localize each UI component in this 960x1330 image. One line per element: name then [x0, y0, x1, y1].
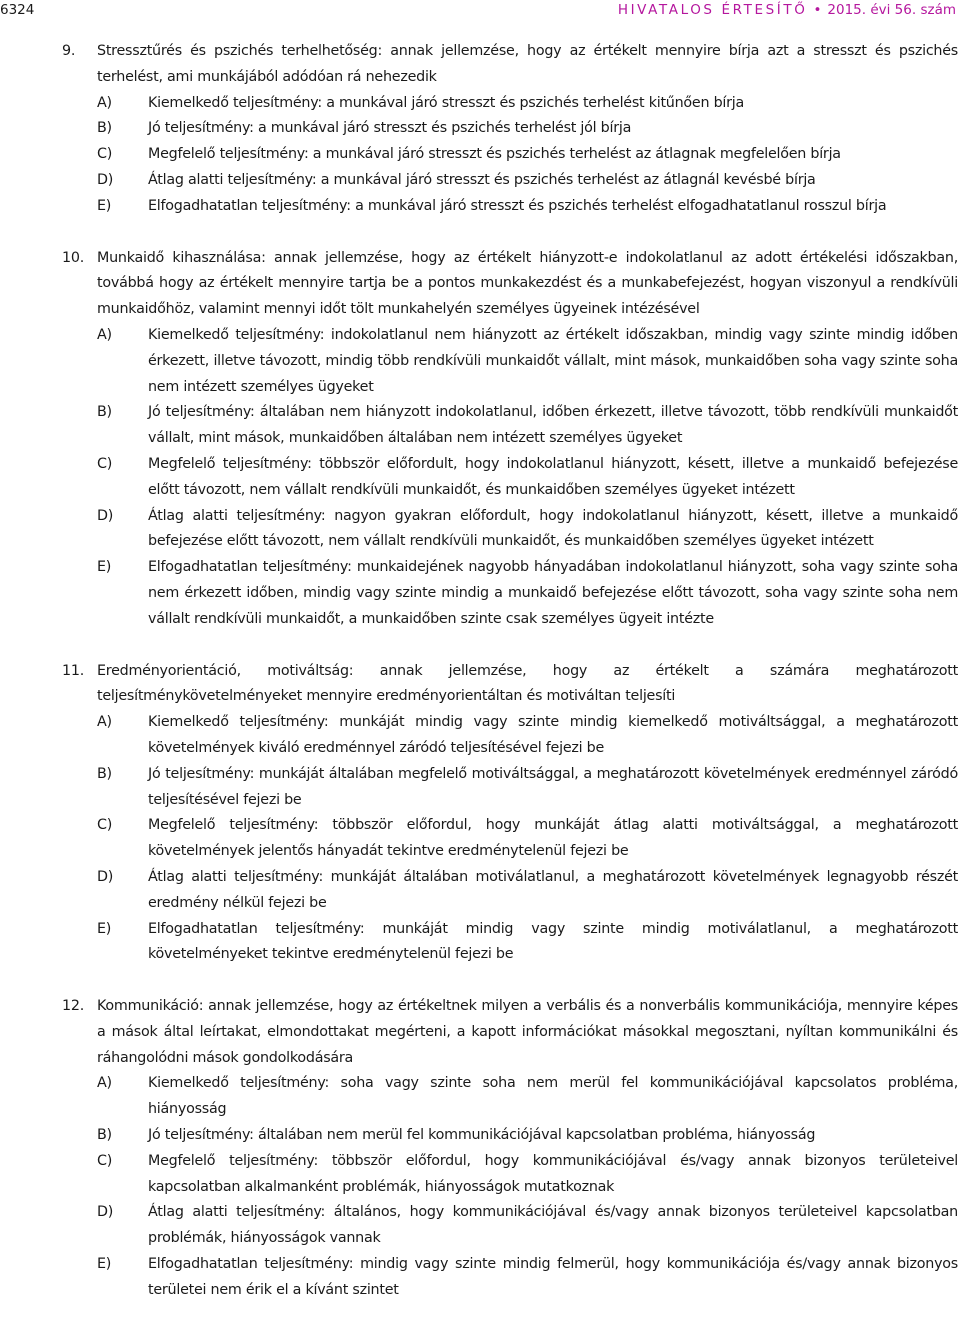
option-letter: B)	[97, 765, 112, 782]
journal-title: HIVATALOS ÉRTESÍTŐ	[617, 2, 808, 18]
option-letter: C)	[97, 1152, 113, 1169]
option-text: Jó teljesítmény: általában nem merül fel kommunikációjával kapcsolatban probléma, hiányosság	[148, 1127, 816, 1144]
option-letter: A)	[97, 714, 112, 731]
option-text: Megfelelő teljesítmény: a munkával járó stresszt és pszichés terhelést az átlagnak megfelelően bírja	[148, 146, 841, 163]
running-head	[618, 2, 956, 18]
option-c	[0, 1149, 958, 1201]
issue-info: 2015. évi 56. szám	[827, 2, 956, 18]
option-a	[0, 1071, 958, 1123]
option-text: Kiemelkedő teljesítmény: a munkával járó stresszt és pszichés terhelést kitűnően bírja	[148, 94, 744, 111]
option-text: Átlag alatti teljesítmény: általános, hogy kommunikációjával és/vagy annak bizonyos területeivel kapcsolatban problémák, hiányosságok vannak	[148, 1204, 958, 1247]
option-text: Kiemelkedő teljesítmény: munkáját mindig vagy szinte mindig kiemelkedő motiváltsággal, a meghatározott követelmények kiváló eredménnyel záródó teljesítésével fejezi be	[148, 714, 958, 756]
option-b	[0, 116, 958, 142]
page-number: 6324	[0, 2, 35, 18]
option-letter: B)	[97, 120, 112, 137]
option-letter: D)	[97, 868, 114, 885]
option-c	[0, 813, 958, 865]
option-e	[0, 194, 958, 220]
option-letter: B)	[97, 1127, 112, 1144]
section-intro	[0, 39, 958, 91]
section-number: 12.	[62, 998, 84, 1015]
option-text: Átlag alatti teljesítmény: munkáját általában motiválatlanul, a meghatározott követelmények legnagyobb részét eredmény nélkül fejezi be	[148, 868, 958, 911]
section-9	[0, 39, 958, 220]
section-number: 9.	[62, 43, 76, 59]
option-text: Átlag alatti teljesítmény: nagyon gyakran előfordult, hogy indokolatlanul hiányzott, késett, illetve a munkaidő befejezése előtt távozott, nem vállalt rendkívüli munkaidőt, és munkaidőben személyes ügyeket intézett	[148, 507, 958, 550]
option-letter: E)	[97, 559, 112, 576]
section-intro	[0, 246, 958, 323]
section-intro-text: Stressztűrés és pszichés terhelhetőség: annak jellemzése, hogy az értékelt mennyire bírja azt a stresszt és pszichés terhelést, ami munkájából adódóan rá nehezedik	[97, 43, 958, 85]
option-a	[0, 91, 958, 117]
option-e	[0, 917, 958, 969]
option-text: Elfogadhatatlan teljesítmény: munkáját mindig vagy szinte mindig motiválatlanul, a meghatározott követelményeket tekintve eredménytelenül fejezi be	[148, 920, 958, 963]
header-separator: •	[813, 2, 822, 18]
section-intro-text: Kommunikáció: annak jellemzése, hogy az értékeltnek milyen a verbális és a nonverbális kommunikációja, mennyire képes a mások által leírtakat, elmondottakat megérteni, a kapott információkat másokkal megosztani, nyíltan kommunikálni és ráhangolódni mások gondolkodására	[97, 998, 958, 1066]
option-text: Kiemelkedő teljesítmény: soha vagy szinte soha nem merül fel kommunikációjával kapcsolatos probléma, hiányosság	[148, 1075, 958, 1118]
option-letter: E)	[97, 920, 112, 937]
option-text: Elfogadhatatlan teljesítmény: munkaidejének nagyobb hányadában indokolatlanul hiányzott, soha vagy szinte soha nem érkezett időben, mindig vagy szinte mindig a munkaidő befejezése előtt távozott, soha vagy szinte soha nem vállalt rendkívüli munkaidőt, a munkaidőben szinte csak személyes ügyeit intézte	[148, 559, 958, 627]
option-a	[0, 323, 958, 400]
section-number: 11.	[62, 662, 84, 679]
option-letter: E)	[97, 1256, 112, 1273]
option-letter: B)	[97, 404, 112, 421]
option-letter: C)	[97, 146, 113, 163]
option-e	[0, 1252, 958, 1304]
option-c	[0, 142, 958, 168]
option-b	[0, 762, 958, 814]
option-text: Elfogadhatatlan teljesítmény: a munkával járó stresszt és pszichés terhelést elfogadhatatlanul rosszul bírja	[148, 197, 887, 214]
option-text: Jó teljesítmény: munkáját általában megfelelő motiváltsággal, a meghatározott követelmények eredménnyel záródó teljesítésével fejezi be	[148, 765, 958, 808]
option-d	[0, 504, 958, 556]
option-text: Elfogadhatatlan teljesítmény: mindig vagy szinte mindig felmerül, hogy kommunikációja és/vagy annak bizonyos területei nem érik el a kívánt szintet	[148, 1256, 958, 1298]
option-text: Megfelelő teljesítmény: többször előfordult, hogy indokolatlanul hiányzott, késett, illetve a munkaidő befejezése előtt távozott, nem vállalt rendkívüli munkaidőt, és munkaidőben személyes ügyeket intézett	[148, 455, 958, 498]
option-letter: D)	[97, 171, 114, 188]
section-number: 10.	[62, 249, 84, 266]
option-letter: A)	[97, 326, 112, 343]
option-a	[0, 710, 958, 762]
option-b	[0, 400, 958, 452]
option-d	[0, 865, 958, 917]
option-text: Jó teljesítmény: általában nem hiányzott indokolatlanul, időben érkezett, illetve távozott, több rendkívüli munkaidőt vállalt, mint mások, munkaidőben általában nem intézett személyes ügyeket	[148, 404, 958, 447]
option-d	[0, 1200, 958, 1252]
option-letter: E)	[97, 197, 112, 214]
option-text: Átlag alatti teljesítmény: a munkával járó stresszt és pszichés terhelést az átlagnál kevésbé bírja	[148, 171, 816, 188]
option-letter: A)	[97, 1075, 112, 1092]
section-intro	[0, 659, 958, 711]
option-e	[0, 555, 958, 632]
option-c	[0, 452, 958, 504]
section-12	[0, 994, 958, 1304]
option-letter: D)	[97, 1204, 114, 1221]
option-text: Megfelelő teljesítmény: többször előfordul, hogy munkáját átlag alatti motiváltsággal, a meghatározott követelmények jelentős hányadát tekintve eredménytelenül fejezi be	[148, 817, 958, 860]
section-intro-text: Eredményorientáció, motiváltság: annak jellemzése, hogy az értékelt a számára meghatározott teljesítménykövetelményeket mennyire eredményorientáltan és motiváltan teljesíti	[97, 662, 958, 705]
page-header	[0, 0, 960, 26]
option-letter: C)	[97, 817, 113, 834]
option-letter: A)	[97, 94, 112, 111]
option-d	[0, 168, 958, 194]
section-intro-text: Munkaidő kihasználása: annak jellemzése, hogy az értékelt hiányzott-e indokolatlanul az adott értékelési időszakban, továbbá hogy az értékelt mennyire tartja be a pontos munkakezdést és a munkabefejezést, hogyan viszonyul a rendkívüli munkaidőhöz, valamint mennyi időt tölt munkahelyén személyes ügyeinek intézésével	[97, 249, 958, 318]
option-letter: D)	[97, 507, 114, 524]
section-10	[0, 246, 958, 633]
document-body	[0, 39, 958, 1330]
option-letter: C)	[97, 455, 113, 472]
option-text: Jó teljesítmény: a munkával járó stresszt és pszichés terhelést jól bírja	[148, 120, 632, 137]
option-text: Kiemelkedő teljesítmény: indokolatlanul nem hiányzott az értékelt időszakban, mindig vagy szinte mindig időben érkezett, illetve távozott, mindig több rendkívüli munkaidőt vállalt, mint mások, munkaidőben soha vagy szinte soha nem intézett személyes ügyeket	[148, 326, 958, 395]
section-intro	[0, 994, 958, 1071]
option-b	[0, 1123, 958, 1149]
section-11	[0, 659, 958, 969]
option-text: Megfelelő teljesítmény: többször előfordul, hogy kommunikációjával és/vagy annak bizonyos területeivel kapcsolatban alkalmanként problémák, hiányosságok mutatkoznak	[148, 1152, 958, 1195]
